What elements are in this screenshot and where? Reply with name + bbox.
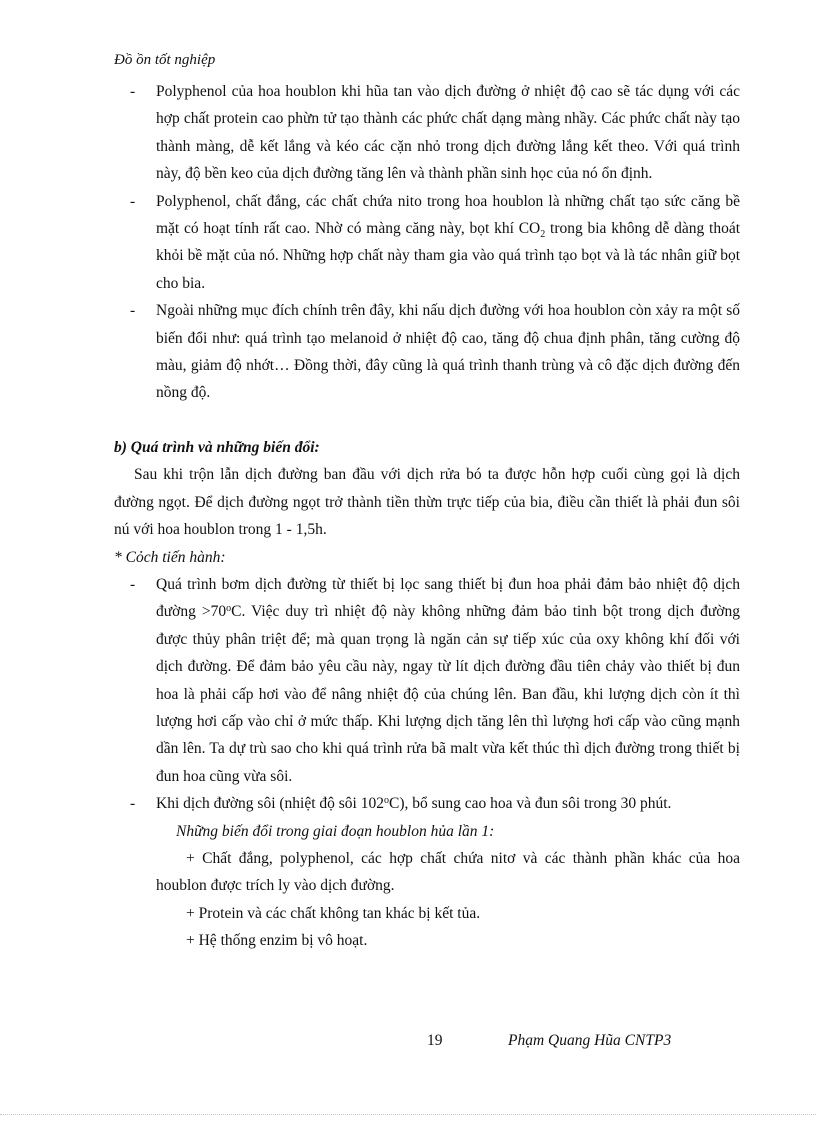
bullet-text: Quá trình bơm dịch đường từ thiết bị lọc sang thiết bị đun hoa phải đảm bảo nhiệt độ dịch đường >70: [156, 575, 740, 621]
spacer: [114, 407, 740, 434]
bullet-dash: -: [130, 795, 136, 813]
changes-heading: Những biến đổi trong giai đoạn houblon hủa lần 1:: [176, 822, 495, 840]
method-label: * Cỏch tiến hành:: [114, 548, 226, 566]
bullet-item: [114, 571, 740, 790]
change-item: + Protein và các chất không tan khác bị kết tủa.: [186, 904, 481, 922]
bullet-item: [114, 297, 740, 407]
degree-superscript: o: [226, 603, 232, 615]
bullet-dash: -: [130, 83, 136, 100]
bullet-dash: -: [130, 192, 136, 210]
bullet-dash: -: [130, 302, 136, 320]
bullet-text-continued: C. Việc duy trì nhiệt độ này không những đảm bảo tinh bột trong dịch đường được thủy phân triệt để; mà quan trọng là ngăn cản sự tiếp xúc của oxy không khí đối với dịch đường. Để đảm bảo yêu cầu này, ngay từ lít dịch đường đầu tiên chảy vào thiết bị đun hoa là phải cấp hơi vào để nâng nhiệt độ của chúng lên. Ban đầu, khi lượng dịch còn ít thì lượng hơi cấp vào chỉ ở mức thấp. Khi lượng dịch tăng lên thì lượng hơi cấp vào cũng mạnh dần lên. Ta dự trù sao cho khi quá trình rửa bã malt vừa kết thúc thì dịch đường trong thiết bị đun hoa cũng vừa sôi.: [156, 603, 741, 785]
bullet-dash: -: [130, 575, 136, 593]
page-header: Đồ ồn tốt nghiệp: [114, 52, 216, 68]
change-item: + Hệ thống enzim bị vô hoạt.: [186, 932, 368, 950]
footer-author: Phạm Quang Hũa CNTP3: [508, 1032, 672, 1049]
bullet-text-continued: C), bổ sung cao hoa và đun sôi trong 30 phút.: [389, 795, 672, 813]
intro-paragraph: Sau khi trộn lẫn dịch đường ban đầu với dịch rửa bó ta được hỗn hợp cuối cùng gọi là dịch đường ngọt. Để dịch đường ngọt trở thành tiền thừn trực tiếp của bia, điều cần thiết là phải đun sôi nú với hoa houblon trong 1 - 1,5h.: [114, 466, 740, 539]
change-item: + Chất đắng, polyphenol, các hợp chất chứa nitơ và các thành phần khác của hoa houblon được trích ly vào dịch đường.: [156, 849, 740, 895]
page-number: 19: [427, 1032, 443, 1049]
page-content: [114, 78, 740, 955]
bullet-item: [114, 78, 740, 188]
section-heading: b) Quá trình và những biến đổi:: [114, 438, 320, 456]
bullet-item: [114, 790, 740, 817]
bullet-text-continued: trong bia không dễ dàng thoát khỏi bề mặt của nó. Những hợp chất này tham gia vào quá trình tạo bọt và là tác nhân giữ bọt cho bia.: [156, 220, 741, 292]
bullet-text: Polyphenol, chất đắng, các chất chứa nito trong hoa houblon là những chất tạo sức căng bề mặt có hoạt tính rất cao. Nhờ có màng căng này, bọt khí CO: [156, 192, 740, 238]
page-bottom-divider: [0, 1114, 816, 1115]
bullet-item: [114, 188, 740, 298]
degree-superscript: o: [384, 795, 389, 807]
bullet-text: Polyphenol của hoa houblon khi hũa tan vào dịch đường ở nhiệt độ cao sẽ tác dụng với các hợp chất protein cao phừn tử tạo thành các phức chất dạng màng nhầy. Các phức chất này tạo thành màng, dễ kết lắng và kéo các cặn nhỏ trong dịch đường lắng kết theo. Với quá trình này, độ bền keo của dịch đường tăng lên và thành phần sinh học của nó ổn định.: [156, 83, 740, 183]
subscript: 2: [540, 229, 546, 241]
bullet-text: Khi dịch đường sôi (nhiệt độ sôi 102: [156, 795, 384, 813]
bullet-text: Ngoài những mục đích chính trên đây, khi nấu dịch đường với hoa houblon còn xảy ra một số biến đổi như: quá trình tạo melanoid ở nhiệt độ cao, tăng độ chua định phân, tăng cường độ màu, giảm độ nhớt… Đồng thời, đây cũng là quá trình thanh trùng và cô đặc dịch đường đến nồng độ.: [156, 302, 740, 402]
